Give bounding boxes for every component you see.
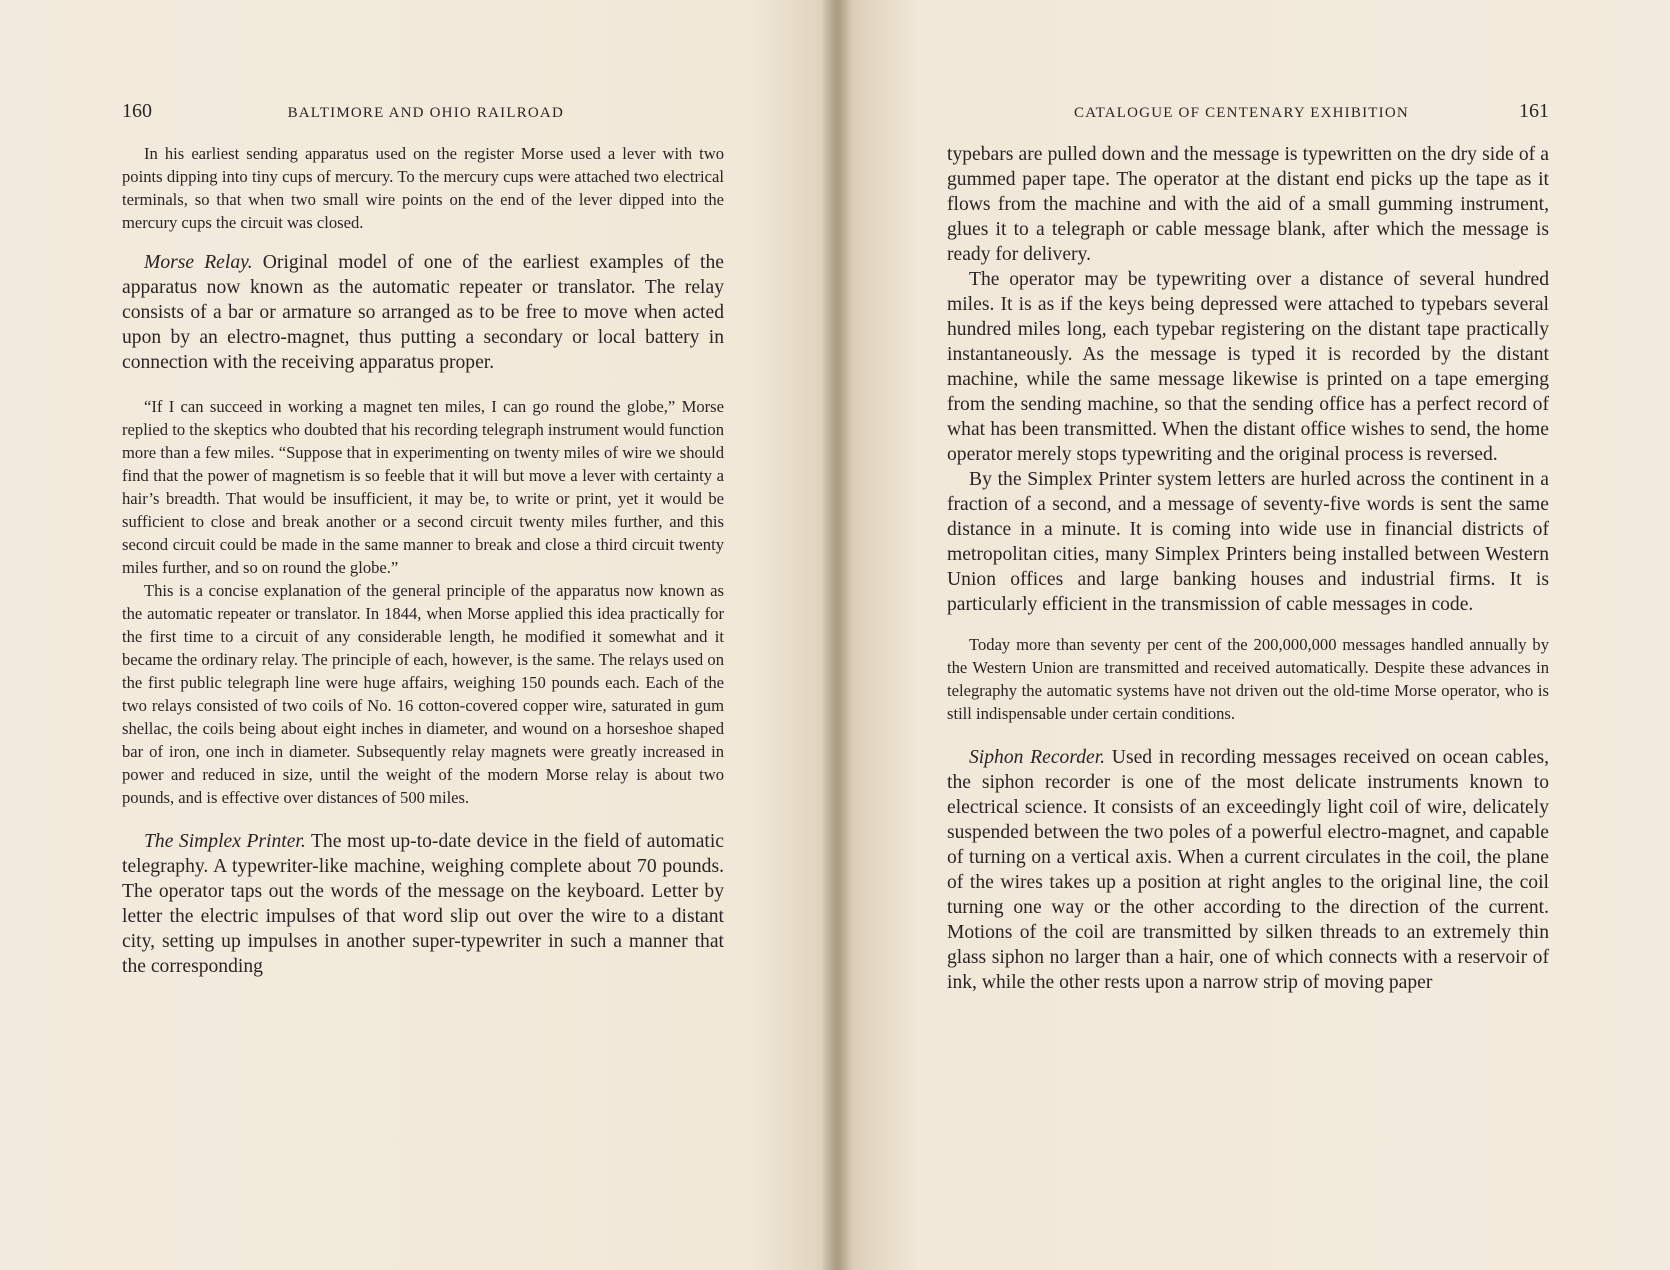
paragraph-operator-distance: The operator may be typewriting over a distance of several hundred miles. It is as if the keys being depressed were attached to typebars several hundred miles long, each typebar registering on the distant tape practically instantaneously. As the message is typed it is recorded by the distant machine, while the same message likewise is printed on a tape emerging from the sending machine, so that the sending office has a perfect record of what has been transmitted. When the distant office wishes to send, the home operator merely stops typewriting and the original process is reversed.	[947, 269, 1549, 465]
paragraph-simplex-printer	[122, 829, 724, 979]
left-running-title: BALTIMORE AND OHIO RAILROAD	[287, 105, 564, 121]
left-running-head	[122, 100, 724, 123]
left-page	[122, 100, 724, 979]
paragraph-simplex-system: By the Simplex Printer system letters are hurled across the continent in a fraction of a second, and a message of seventy-five words is sent the same distance in a minute. It is coming into wide use in financial districts of metropolitan cities, many Simplex Printers being installed between Western Union offices and large banking houses and industrial firms. It is particularly efficient in the transmission of cable messages in code.	[947, 469, 1549, 615]
left-page-number: 160	[122, 100, 152, 122]
paragraph-earliest-sending: In his earliest sending apparatus used on the register Morse used a lever with two points dipping into tiny cups of mercury. To the mercury cups were attached two electrical terminals, so that when two small wire points on the end of the lever dipped into the mercury cups the circuit was closed.	[122, 144, 724, 232]
paragraph-siphon-recorder	[947, 745, 1549, 995]
paragraph-typebars-continuation: typebars are pulled down and the message is typewritten on the dry side of a gummed paper tape. The operator at the distant end picks up the tape as it flows from the machine and with the aid of a small gumming instrument, glues it to a telegraph or cable message blank, after which the message is ready for delivery.	[947, 144, 1549, 265]
text-siphon-recorder: Used in recording messages received on ocean cables, the siphon recorder is one of the most delicate instruments known to electrical science. It consists of an exceedingly light coil of wire, delicately suspended between the two poles of a powerful electro-magnet, and capable of turning on a vertical axis. When a current circulates in the coil, the plane of the wires takes up a position at right angles to the original line, the coil turning one way or the other according to the direction of the current. Motions of the coil are transmitted by silken threads to an extremely thin glass siphon no larger than a hair, one of which connects with a reservoir of ink, while the other rests upon a narrow strip of moving paper	[947, 747, 1549, 993]
text-simplex-printer: The most up-to-date device in the field of automatic telegraphy. A typewriter-like machine, weighing complete about 70 pounds. The operator taps out the words of the message on the keyboard. Letter by letter the electric impulses of that word slip out over the wire to a distant city, setting up impulses in another super-typewriter in such a manner that the corresponding	[122, 831, 725, 977]
right-running-title: CATALOGUE OF CENTENARY EXHIBITION	[1074, 105, 1409, 121]
paragraph-today-western-union: Today more than seventy per cent of the 200,000,000 messages handled annually by the Western Union are transmitted and received automatically. Despite these advances in telegraphy the automatic systems have not driven out the old-time Morse operator, who is still indispensable under certain conditions.	[947, 635, 1549, 723]
heading-simplex-printer: The Simplex Printer.	[144, 831, 306, 852]
right-page-number: 161	[1519, 100, 1549, 122]
paragraph-morse-quote: “If I can succeed in working a magnet ten miles, I can go round the globe,” Morse replied to the skeptics who doubted that his recording telegraph instrument would function more than a few miles. “Suppose that in experimenting on twenty miles of wire we should find that the power of magnetism is so feeble that it will but move a lever with certainty a hair’s breadth. That would be insufficient, it may be, to write or print, yet it would be sufficient to close and break another or a second circuit twenty miles further, and this second circuit could be made in the same manner to break and close a third circuit twenty miles further, and so on round the globe.”	[122, 397, 724, 577]
right-page	[947, 100, 1549, 995]
heading-siphon-recorder: Siphon Recorder.	[969, 747, 1106, 768]
paragraph-concise-explanation: This is a concise explanation of the general principle of the apparatus now known as the automatic repeater or translator. In 1844, when Morse applied this idea practically for the first time to a circuit of any considerable length, he modified it somewhat and it became the ordinary relay. The principle of each, however, is the same. The relays used on the first public telegraph line were huge affairs, weighing 150 pounds each. Each of the two relays consisted of two coils of No. 16 cotton-covered copper wire, saturated in gum shellac, the coils being about eight inches in diameter, and wound on a horseshoe shaped bar of iron, one inch in diameter. Subsequently relay magnets were greatly increased in power and reduced in size, until the weight of the modern Morse relay is about two pounds, and is effective over distances of 500 miles.	[122, 581, 724, 807]
paragraph-morse-relay	[122, 250, 724, 375]
text-morse-relay: Original model of one of the earliest examples of the apparatus now known as the automatic repeater or translator. The relay consists of a bar or armature so arranged as to be free to move when acted upon by an electro-magnet, thus putting a secondary or local battery in connection with the receiving apparatus proper.	[122, 252, 724, 373]
book-gutter	[820, 0, 850, 1270]
right-running-head	[947, 100, 1549, 123]
heading-morse-relay: Morse Relay.	[144, 252, 253, 273]
